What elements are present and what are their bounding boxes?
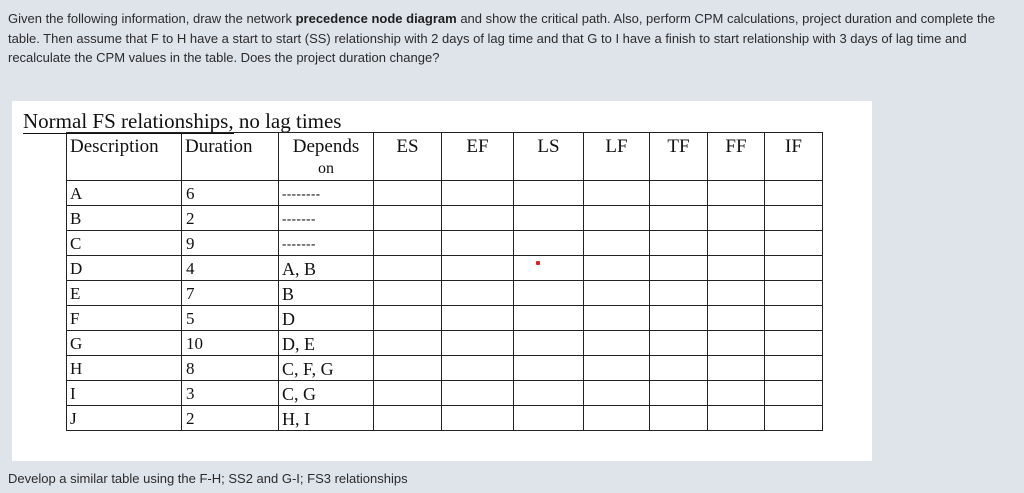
cell-duration: 5	[182, 306, 279, 331]
cell-duration: 4	[182, 256, 279, 281]
cell-es	[374, 281, 442, 306]
question-text	[8, 9, 1018, 68]
table-caption	[23, 109, 341, 134]
cell-lf	[584, 181, 650, 206]
cell-duration: 10	[182, 331, 279, 356]
cell-ff	[708, 206, 765, 231]
cell-depends	[279, 181, 374, 206]
table-header-row	[67, 133, 823, 181]
cell-depends	[279, 206, 374, 231]
table-row	[67, 306, 823, 331]
cell-ff	[708, 256, 765, 281]
cell-description: A	[67, 181, 182, 206]
cell-ls	[514, 356, 584, 381]
header-ff: FF	[708, 133, 765, 181]
header-es: ES	[374, 133, 442, 181]
cell-duration: 6	[182, 181, 279, 206]
cell-es	[374, 331, 442, 356]
cell-ff	[708, 406, 765, 431]
question-part2: and show the critical path. Also, perform CPM calculations, project duration and complete the table. Then assume that F to H have a start to start (SS) relationship with 2 days of lag time and that G to I have a finish to start relationship with 3 days of lag time and recalculate the CPM values in the table. Does the project duration change?	[8, 11, 996, 65]
cell-tf	[650, 256, 708, 281]
cell-es	[374, 256, 442, 281]
header-depends	[279, 133, 374, 181]
cell-ff	[708, 306, 765, 331]
cell-depends: C, G	[279, 381, 374, 406]
caption-underlined: Normal FS relationships,	[23, 109, 234, 133]
cell-description: F	[67, 306, 182, 331]
header-depends-sub: on	[318, 160, 334, 177]
cell-ls	[514, 256, 584, 281]
cell-lf	[584, 406, 650, 431]
table-row	[67, 181, 823, 206]
cell-ef	[442, 256, 514, 281]
table-row	[67, 256, 823, 281]
cell-lf	[584, 231, 650, 256]
cell-ls	[514, 406, 584, 431]
cell-lf	[584, 281, 650, 306]
cell-tf	[650, 206, 708, 231]
table-row	[67, 206, 823, 231]
cell-ls	[514, 231, 584, 256]
table-row	[67, 381, 823, 406]
question-part1: Given the following information, draw the network	[8, 11, 296, 26]
cell-ef	[442, 206, 514, 231]
header-tf: TF	[650, 133, 708, 181]
cell-es	[374, 231, 442, 256]
cell-if	[765, 206, 823, 231]
cell-ff	[708, 356, 765, 381]
cell-description: G	[67, 331, 182, 356]
cell-depends: C, F, G	[279, 356, 374, 381]
footer-instruction: Develop a similar table using the F-H; SS2 and G-I; FS3 relationships	[8, 471, 408, 486]
cell-if	[765, 181, 823, 206]
cell-depends: B	[279, 281, 374, 306]
depends-dash: -------	[282, 211, 316, 226]
table-row	[67, 331, 823, 356]
cell-if	[765, 356, 823, 381]
cell-description: C	[67, 231, 182, 256]
header-ef: EF	[442, 133, 514, 181]
cell-ef	[442, 281, 514, 306]
cell-tf	[650, 306, 708, 331]
cell-tf	[650, 406, 708, 431]
table-image	[12, 101, 872, 461]
cell-lf	[584, 256, 650, 281]
cell-depends: D, E	[279, 331, 374, 356]
cell-description: D	[67, 256, 182, 281]
cell-lf	[584, 331, 650, 356]
depends-dash: -------	[282, 236, 316, 251]
cell-if	[765, 256, 823, 281]
cell-tf	[650, 231, 708, 256]
cell-if	[765, 381, 823, 406]
depends-dash: --------	[282, 186, 321, 201]
header-if: IF	[765, 133, 823, 181]
cell-depends	[279, 231, 374, 256]
cell-ls	[514, 281, 584, 306]
cell-ef	[442, 381, 514, 406]
cell-description: H	[67, 356, 182, 381]
cell-tf	[650, 356, 708, 381]
red-dot-marker	[536, 261, 540, 265]
cell-description: E	[67, 281, 182, 306]
cell-if	[765, 231, 823, 256]
caption-rest: no lag times	[233, 109, 342, 133]
cell-es	[374, 381, 442, 406]
cell-if	[765, 331, 823, 356]
cell-es	[374, 181, 442, 206]
cell-ls	[514, 306, 584, 331]
cell-depends: D	[279, 306, 374, 331]
cell-ls	[514, 331, 584, 356]
cell-description: I	[67, 381, 182, 406]
cell-ef	[442, 406, 514, 431]
cell-lf	[584, 306, 650, 331]
cell-ef	[442, 331, 514, 356]
cell-tf	[650, 281, 708, 306]
cell-tf	[650, 181, 708, 206]
table-row	[67, 406, 823, 431]
cell-ff	[708, 231, 765, 256]
cell-ls	[514, 181, 584, 206]
cell-duration: 7	[182, 281, 279, 306]
table-row	[67, 356, 823, 381]
header-description: Description	[67, 133, 182, 181]
cell-tf	[650, 331, 708, 356]
cell-if	[765, 306, 823, 331]
cell-description: B	[67, 206, 182, 231]
cell-ef	[442, 181, 514, 206]
header-ls: LS	[514, 133, 584, 181]
header-lf: LF	[584, 133, 650, 181]
cell-duration: 2	[182, 406, 279, 431]
cell-depends: H, I	[279, 406, 374, 431]
cell-ff	[708, 181, 765, 206]
cell-ef	[442, 306, 514, 331]
cell-depends: A, B	[279, 256, 374, 281]
cell-ff	[708, 331, 765, 356]
cell-duration: 2	[182, 206, 279, 231]
cell-duration: 3	[182, 381, 279, 406]
cell-if	[765, 281, 823, 306]
cell-ef	[442, 356, 514, 381]
cpm-table	[66, 132, 823, 431]
cell-ef	[442, 231, 514, 256]
cell-if	[765, 406, 823, 431]
cell-ls	[514, 381, 584, 406]
table-row	[67, 281, 823, 306]
header-depends-main: Depends	[292, 136, 360, 157]
cell-es	[374, 406, 442, 431]
cell-es	[374, 306, 442, 331]
cell-lf	[584, 206, 650, 231]
cell-description: J	[67, 406, 182, 431]
cell-lf	[584, 356, 650, 381]
cell-duration: 8	[182, 356, 279, 381]
cell-ls	[514, 206, 584, 231]
header-duration: Duration	[182, 133, 279, 181]
cell-ff	[708, 381, 765, 406]
cell-es	[374, 356, 442, 381]
cell-ff	[708, 281, 765, 306]
cell-es	[374, 206, 442, 231]
cell-tf	[650, 381, 708, 406]
cell-lf	[584, 381, 650, 406]
question-bold-term: precedence node diagram	[295, 11, 457, 26]
table-row	[67, 231, 823, 256]
cell-duration: 9	[182, 231, 279, 256]
